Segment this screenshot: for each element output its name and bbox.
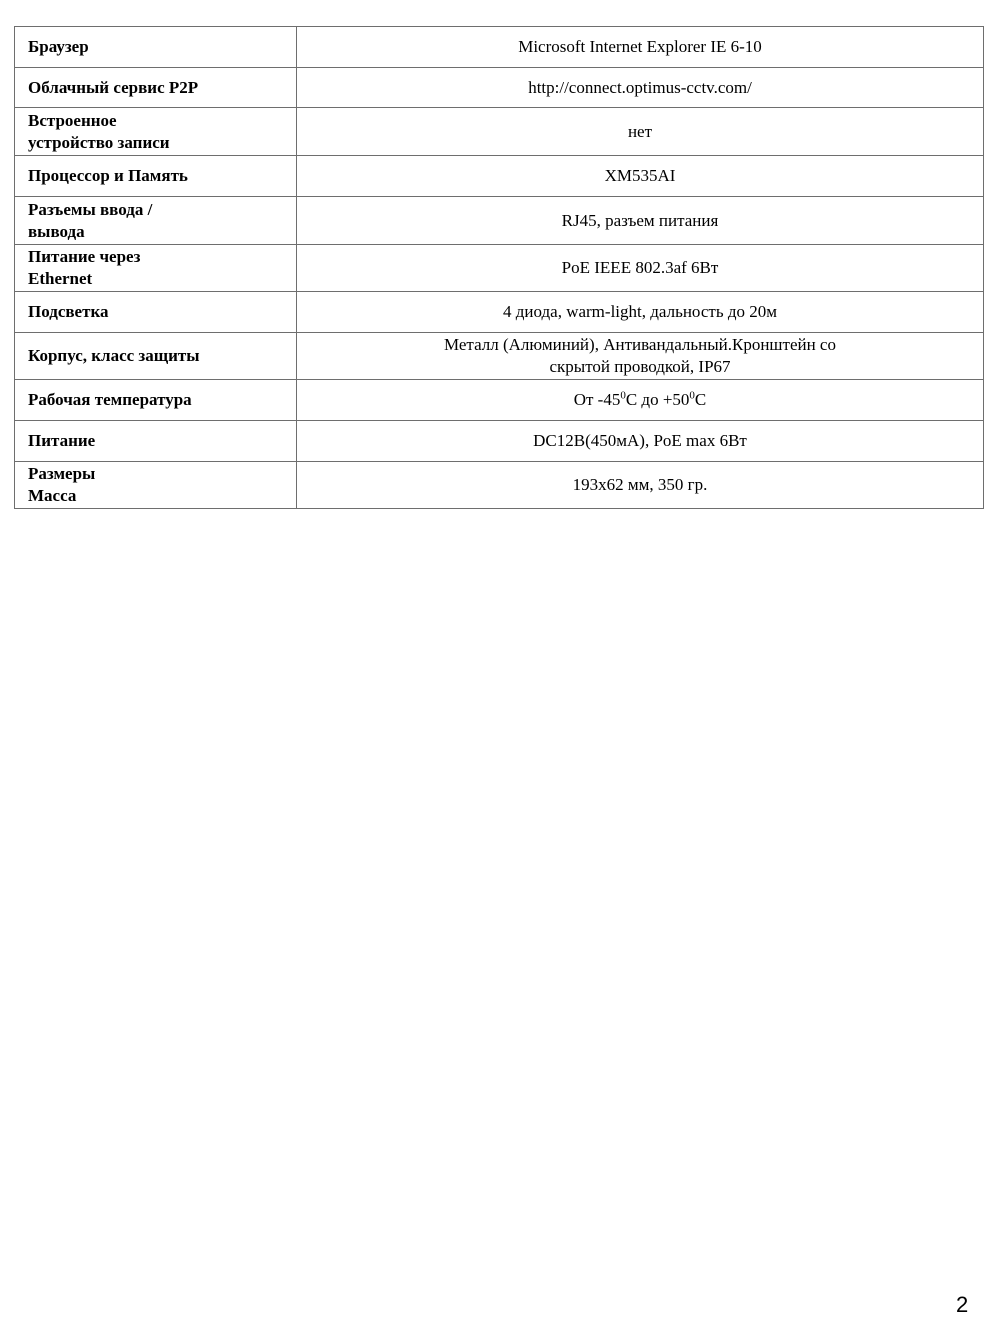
row-value: XM535AI xyxy=(604,166,676,185)
row-label: Питание xyxy=(28,431,96,450)
row-label: Разъемы ввода / вывода xyxy=(28,199,153,241)
degree-superscript: 0 xyxy=(689,389,695,402)
row-label: Процессор и Память xyxy=(28,166,188,185)
row-label: Встроенное устройство записи xyxy=(28,110,170,152)
row-label-cell xyxy=(15,462,297,509)
table-row xyxy=(15,245,984,292)
table-row xyxy=(15,197,984,245)
row-label-cell xyxy=(15,245,297,292)
row-value: DC12В(450мА), PoE max 6Вт xyxy=(533,431,747,450)
row-value: http://connect.optimus-cctv.com/ xyxy=(528,77,752,97)
row-value: Металл (Алюминий), Антивандальный.Кронштейн со скрытой проводкой, IP67 xyxy=(444,335,836,376)
page-number: 2 xyxy=(956,1292,969,1317)
table-row xyxy=(15,108,984,156)
table-row xyxy=(15,292,984,333)
temperature-text: С xyxy=(694,390,707,409)
row-value-cell xyxy=(297,292,984,333)
table-row xyxy=(15,68,984,108)
row-value-cell xyxy=(297,197,984,245)
row-value-cell xyxy=(297,27,984,68)
table-row xyxy=(15,27,984,68)
row-label-cell xyxy=(15,197,297,245)
row-label-cell xyxy=(15,68,297,108)
row-value-cell xyxy=(297,462,984,509)
temperature-text: С до +50 xyxy=(625,390,690,409)
row-label: Питание через Ethernet xyxy=(28,247,141,288)
row-label-cell xyxy=(15,292,297,333)
table-row xyxy=(15,421,984,462)
row-value: нет xyxy=(627,121,653,141)
row-value-cell xyxy=(297,108,984,156)
table-row xyxy=(15,380,984,421)
row-label: Рабочая температура xyxy=(28,390,192,409)
operating-temperature-value xyxy=(574,390,707,409)
row-label-cell xyxy=(15,27,297,68)
row-label: Браузер xyxy=(28,37,89,56)
row-value: RJ45, разъем питания xyxy=(561,210,719,230)
specifications-table xyxy=(14,26,984,509)
row-label: Корпус, класс защиты xyxy=(28,346,200,365)
row-label-cell xyxy=(15,156,297,197)
row-value-cell xyxy=(297,380,984,421)
row-value: 193x62 мм, 350 гр. xyxy=(572,475,708,494)
temperature-text: От -45 xyxy=(573,390,621,409)
row-value: 4 диода, warm-light, дальность до 20м xyxy=(503,302,777,321)
row-value: PoE IEEE 802.3af 6Вт xyxy=(561,258,719,277)
table-row xyxy=(15,462,984,509)
row-label-cell xyxy=(15,421,297,462)
row-value: Microsoft Internet Explorer IE 6-10 xyxy=(518,37,762,56)
row-label-cell xyxy=(15,333,297,380)
row-label: Облачный сервис P2P xyxy=(28,77,199,97)
row-label-cell xyxy=(15,108,297,156)
row-label: Размеры Масса xyxy=(28,464,96,505)
degree-superscript: 0 xyxy=(620,389,626,402)
table-row xyxy=(15,156,984,197)
row-value-cell xyxy=(297,68,984,108)
row-value-cell xyxy=(297,421,984,462)
row-value-cell xyxy=(297,333,984,380)
row-value-cell xyxy=(297,156,984,197)
row-label: Подсветка xyxy=(28,302,109,321)
row-value-cell xyxy=(297,245,984,292)
table-row xyxy=(15,333,984,380)
row-label-cell xyxy=(15,380,297,421)
